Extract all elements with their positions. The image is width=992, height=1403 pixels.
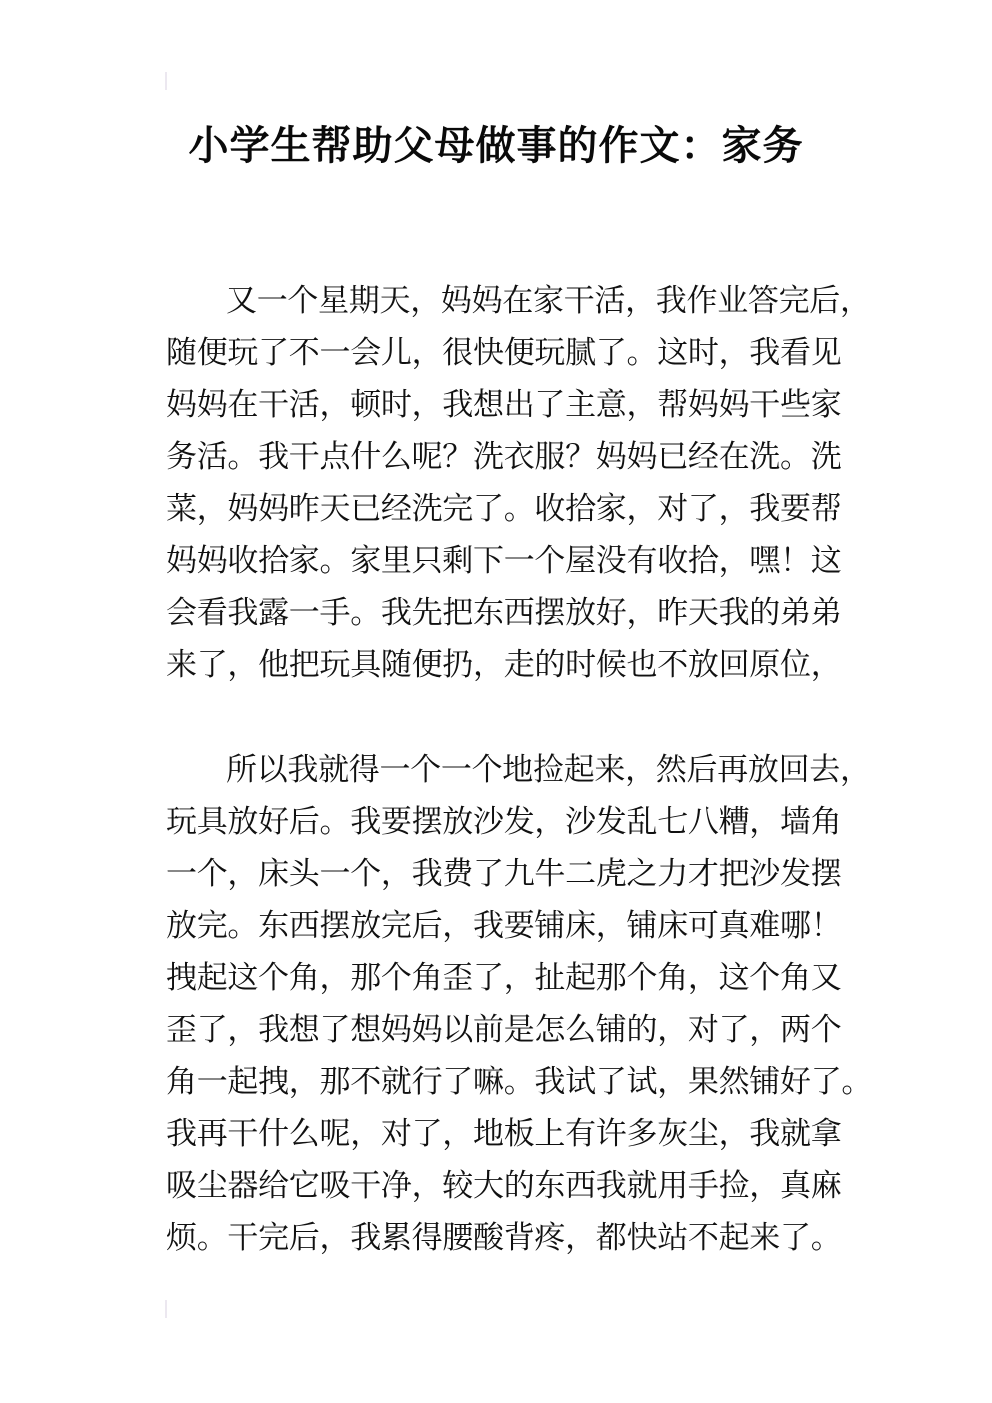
document-title: 小学生帮助父母做事的作文：家务 — [188, 123, 804, 169]
text-line: 会看我露一手。我先把东西摆放好，昨天我的弟弟 — [166, 595, 842, 631]
text-line: 我再干什么呢，对了，地板上有许多灰尘，我就拿 — [166, 1116, 842, 1152]
text-line: 菜，妈妈昨天已经洗完了。收拾家，对了，我要帮 — [166, 491, 842, 527]
margin-mark-top — [165, 72, 167, 90]
text-line: 所以我就得一个一个地捡起来，然后再放回去， — [226, 752, 871, 788]
text-line: 歪了，我想了想妈妈以前是怎么铺的，对了，两个 — [166, 1012, 842, 1048]
text-line: 随便玩了不一会儿，很快便玩腻了。这时，我看见 — [166, 335, 842, 371]
text-line: 来了，他把玩具随便扔，走的时候也不放回原位， — [166, 647, 842, 683]
paragraph-1 — [166, 275, 871, 691]
margin-mark-bottom — [165, 1300, 167, 1318]
text-line: 拽起这个角，那个角歪了，扯起那个角，这个角又 — [166, 960, 842, 996]
text-line: 角一起拽，那不就行了嘛。我试了试，果然铺好了。 — [166, 1064, 873, 1100]
text-line: 一个，床头一个，我费了九牛二虎之力才把沙发摆 — [166, 856, 842, 892]
text-line: 妈妈在干活，顿时，我想出了主意，帮妈妈干些家 — [166, 387, 842, 423]
text-line: 烦。干完后，我累得腰酸背疼，都快站不起来了。 — [166, 1220, 842, 1256]
text-line: 又一个星期天，妈妈在家干活，我作业答完后， — [226, 283, 871, 319]
text-line: 务活。我干点什么呢？洗衣服？妈妈已经在洗。洗 — [166, 439, 842, 475]
paragraph-2 — [166, 744, 873, 1264]
text-line: 妈妈收拾家。家里只剩下一个屋没有收拾，嘿！这 — [166, 543, 842, 579]
text-line: 放完。东西摆放完后，我要铺床，铺床可真难哪！ — [166, 908, 842, 944]
text-line: 吸尘器给它吸干净，较大的东西我就用手捡，真麻 — [166, 1168, 842, 1204]
text-line: 玩具放好后。我要摆放沙发，沙发乱七八糟，墙角 — [166, 804, 842, 840]
